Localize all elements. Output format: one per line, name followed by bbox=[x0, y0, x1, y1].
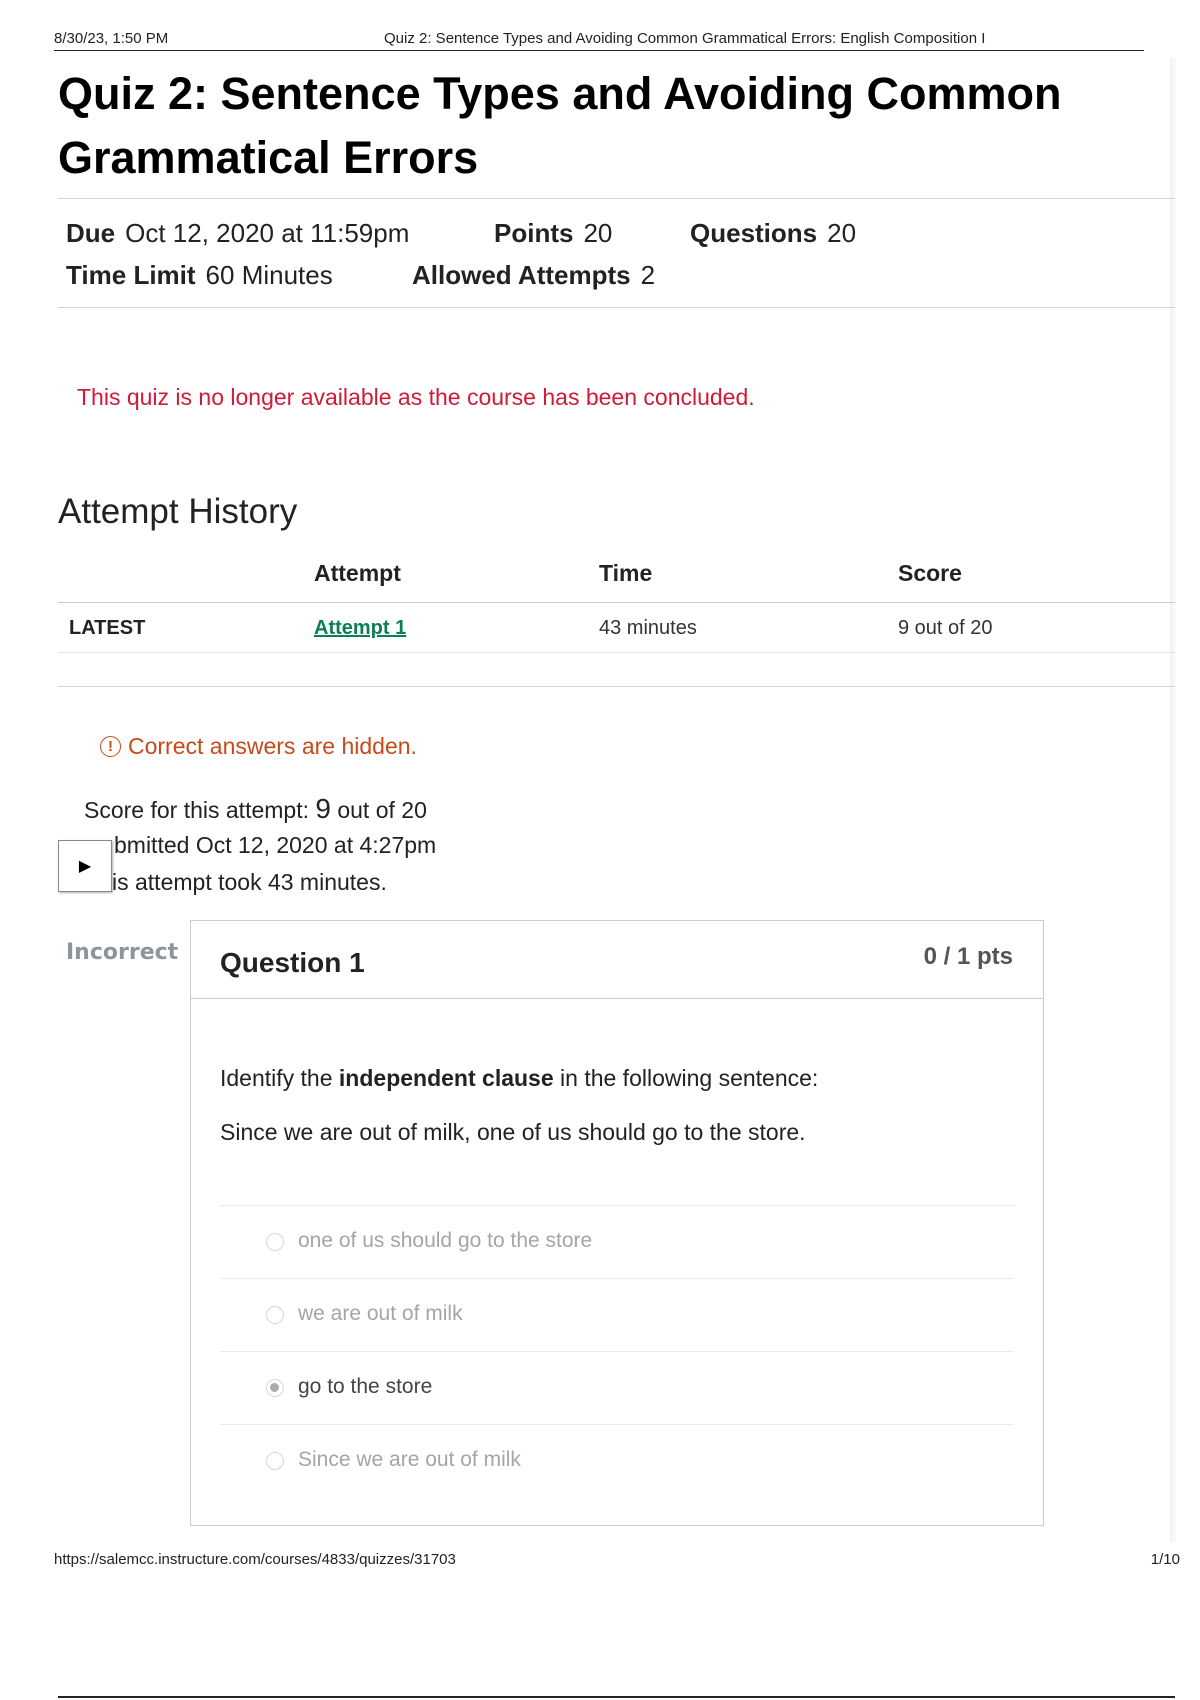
score-prefix: Score for this attempt: bbox=[84, 797, 316, 823]
print-datetime: 8/30/23, 1:50 PM bbox=[54, 30, 169, 47]
answer-list bbox=[220, 1205, 1014, 1497]
duration-line: is attempt took 43 minutes. bbox=[112, 869, 387, 895]
radio-button-selected[interactable] bbox=[266, 1379, 284, 1397]
score-value: 9 bbox=[315, 793, 331, 824]
score-line bbox=[84, 790, 436, 827]
print-header bbox=[54, 28, 1144, 51]
attempt-1-link[interactable]: Attempt 1 bbox=[314, 617, 407, 639]
answer-option[interactable] bbox=[220, 1424, 1014, 1497]
prompt-text: Identify the bbox=[220, 1065, 339, 1091]
attempt-history-heading: Attempt History bbox=[58, 492, 298, 531]
print-url: https://salemcc.instructure.com/courses/4833/quizzes/31703 bbox=[54, 1551, 456, 1568]
radio-button[interactable] bbox=[266, 1452, 284, 1470]
answer-option[interactable] bbox=[220, 1205, 1014, 1278]
prompt-text: in the following sentence: bbox=[553, 1065, 819, 1091]
answer-label: we are out of milk bbox=[298, 1302, 463, 1325]
page-bottom-rule bbox=[58, 1696, 1175, 1698]
radio-button[interactable] bbox=[266, 1306, 284, 1324]
answer-label: one of us should go to the store bbox=[298, 1229, 593, 1252]
print-page-title: Quiz 2: Sentence Types and Avoiding Common Grammatical Errors: English Composition I bbox=[384, 30, 986, 47]
answer-option[interactable] bbox=[220, 1278, 1014, 1351]
course-concluded-notice: This quiz is no longer available as the course has been concluded. bbox=[77, 384, 755, 410]
due-value: Oct 12, 2020 at 11:59pm bbox=[125, 217, 410, 248]
questions-value: 20 bbox=[827, 217, 857, 248]
column-header-score: Score bbox=[898, 560, 962, 586]
attempt-score: 9 out of 20 bbox=[898, 617, 993, 639]
play-icon: ▶ bbox=[78, 858, 92, 875]
question-prompt bbox=[220, 1065, 818, 1092]
question-sentence: Since we are out of milk, one of us should go to the store. bbox=[220, 1119, 806, 1145]
points-label: Points bbox=[494, 217, 574, 248]
question-points: 0 / 1 pts bbox=[923, 943, 1013, 970]
score-suffix: out of 20 bbox=[330, 797, 427, 823]
allowed-attempts-label: Allowed Attempts bbox=[412, 259, 631, 290]
answer-label: Since we are out of milk bbox=[298, 1448, 521, 1471]
column-header-attempt: Attempt bbox=[314, 560, 401, 586]
page-number: 1/10 bbox=[1150, 1551, 1180, 1568]
due-label: Due bbox=[66, 217, 116, 248]
attempt-time: 43 minutes bbox=[599, 617, 697, 639]
radio-button[interactable] bbox=[266, 1233, 284, 1251]
quiz-title: Quiz 2: Sentence Types and Avoiding Common Grammatical Errors bbox=[58, 68, 1062, 183]
content-border bbox=[1170, 58, 1176, 1542]
exclamation-circle-icon: ! bbox=[100, 736, 121, 757]
questions-label: Questions bbox=[690, 217, 818, 248]
prompt-emphasis: independent clause bbox=[338, 1065, 554, 1091]
quiz-details bbox=[66, 212, 856, 296]
column-header-time: Time bbox=[599, 560, 653, 586]
time-limit-label: Time Limit bbox=[66, 259, 196, 290]
question-title: Question 1 bbox=[220, 947, 365, 978]
attempt-summary bbox=[84, 790, 436, 901]
submitted-line: bmitted Oct 12, 2020 at 4:27pm bbox=[114, 832, 437, 858]
points-value: 20 bbox=[583, 217, 613, 248]
question-header bbox=[191, 921, 1043, 999]
play-button[interactable] bbox=[58, 840, 112, 892]
table-row-divider bbox=[58, 652, 1175, 653]
divider bbox=[58, 198, 1175, 199]
print-footer bbox=[54, 1551, 1180, 1568]
question-result-label: Incorrect bbox=[66, 940, 179, 965]
correct-answers-hidden-notice bbox=[100, 733, 417, 760]
question-card bbox=[190, 920, 1044, 1526]
table-header-divider bbox=[58, 602, 1175, 603]
answer-label: go to the store bbox=[298, 1375, 433, 1398]
latest-badge: LATEST bbox=[69, 617, 146, 639]
warning-text: Correct answers are hidden. bbox=[128, 733, 417, 759]
divider bbox=[58, 307, 1175, 308]
time-limit-value: 60 Minutes bbox=[205, 259, 333, 290]
allowed-attempts-value: 2 bbox=[640, 259, 656, 290]
answer-option-selected[interactable] bbox=[220, 1351, 1014, 1424]
divider bbox=[58, 686, 1175, 687]
